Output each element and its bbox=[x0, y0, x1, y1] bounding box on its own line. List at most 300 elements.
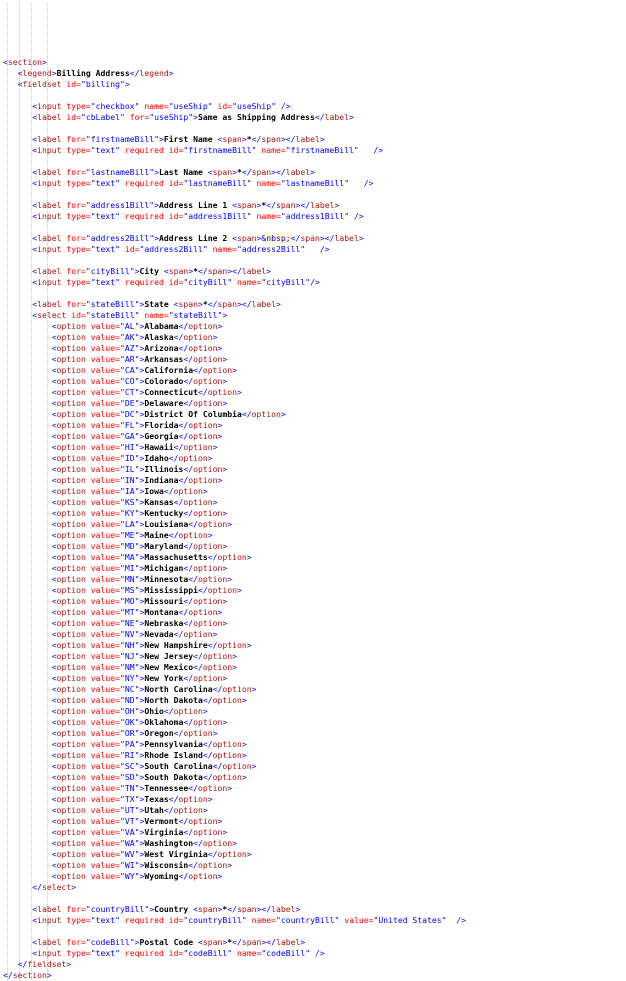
code-token: option bbox=[56, 706, 86, 716]
code-token: value= bbox=[344, 915, 374, 925]
option-line bbox=[3, 596, 623, 607]
code-token: New York bbox=[144, 673, 184, 683]
code-token: > bbox=[349, 112, 354, 122]
code-token: > bbox=[241, 739, 247, 749]
code-token: "SD" bbox=[119, 772, 140, 782]
code-token: span bbox=[300, 233, 320, 243]
code-token: < bbox=[32, 310, 38, 320]
code-token: option bbox=[56, 629, 86, 639]
code-token: > bbox=[46, 970, 52, 980]
code-token: "IA" bbox=[119, 486, 140, 496]
option-line bbox=[3, 420, 623, 431]
code-token: option bbox=[173, 805, 203, 815]
code-token: span bbox=[251, 167, 272, 177]
code-token: option bbox=[56, 838, 86, 848]
code-token: option bbox=[188, 816, 218, 826]
code-token: option bbox=[193, 717, 223, 727]
code-token: option bbox=[56, 607, 86, 617]
code-token: "useShip" bbox=[149, 112, 194, 122]
code-token: option bbox=[56, 541, 86, 551]
code-token: "NJ" bbox=[119, 651, 140, 661]
code-token: > bbox=[207, 794, 213, 804]
code-token: option bbox=[56, 871, 86, 881]
code-token: > bbox=[139, 585, 145, 595]
code-token: > bbox=[139, 398, 145, 408]
code-token: > bbox=[202, 706, 208, 716]
code-token: "lastnameBill" bbox=[85, 167, 155, 177]
code-token: > bbox=[139, 563, 145, 573]
code-token: > bbox=[251, 761, 257, 771]
code-token: option bbox=[56, 398, 86, 408]
code-token: </ bbox=[183, 563, 194, 573]
code-token: > bbox=[139, 409, 145, 419]
option-line bbox=[3, 475, 623, 486]
code-token: > bbox=[139, 662, 145, 672]
code-token: span bbox=[217, 299, 237, 309]
code-token: New Jersey bbox=[144, 651, 194, 661]
code-token: "DC" bbox=[119, 409, 140, 419]
code-token: /> bbox=[314, 948, 325, 958]
code-token: "text" bbox=[90, 145, 120, 155]
code-token: > bbox=[232, 651, 237, 661]
code-token: id= bbox=[168, 211, 184, 221]
code-token: > bbox=[168, 68, 174, 78]
code-token: </ bbox=[178, 816, 189, 826]
code-token: </ bbox=[163, 486, 174, 496]
code-line bbox=[3, 970, 623, 981]
code-token: </ bbox=[173, 629, 184, 639]
code-token: > bbox=[139, 838, 145, 848]
code-token: label bbox=[334, 233, 359, 243]
code-token: value= bbox=[90, 409, 120, 419]
code-token: span bbox=[236, 904, 257, 914]
code-token: </ bbox=[168, 530, 179, 540]
code-token: > bbox=[217, 343, 223, 353]
option-line bbox=[3, 662, 623, 673]
code-token: Rhode Island bbox=[144, 750, 203, 760]
code-token: < bbox=[51, 772, 57, 782]
code-token: option bbox=[178, 794, 208, 804]
code-line bbox=[3, 178, 623, 189]
code-token: < bbox=[51, 640, 57, 650]
code-token: value= bbox=[90, 618, 120, 628]
code-token: < bbox=[51, 530, 57, 540]
code-token: "stateBill" bbox=[85, 299, 140, 309]
code-token: input bbox=[37, 915, 62, 925]
code-token: "NY" bbox=[119, 673, 140, 683]
code-token: option bbox=[56, 783, 86, 793]
code-token: > bbox=[139, 750, 145, 760]
code-token: > bbox=[139, 728, 145, 738]
code-token: value= bbox=[90, 497, 120, 507]
code-token: > bbox=[217, 420, 223, 430]
code-token: > bbox=[222, 354, 228, 364]
code-token: > bbox=[246, 849, 252, 859]
code-token: value= bbox=[90, 321, 120, 331]
code-token: value= bbox=[90, 387, 120, 397]
code-token: option bbox=[56, 750, 86, 760]
code-token: > bbox=[139, 860, 145, 870]
code-token: </ bbox=[193, 651, 203, 661]
code-token: < bbox=[51, 618, 57, 628]
code-token: option bbox=[56, 431, 86, 441]
option-line bbox=[3, 497, 623, 508]
code-token: "SC" bbox=[119, 761, 140, 771]
code-token: "stateBill" bbox=[85, 310, 140, 320]
code-token: Address Line 2 bbox=[158, 233, 233, 243]
code-line bbox=[3, 915, 623, 926]
code-token: < bbox=[51, 717, 57, 727]
code-token: Texas bbox=[144, 794, 169, 804]
code-token: option bbox=[56, 442, 86, 452]
code-token: value= bbox=[90, 332, 120, 342]
code-line bbox=[3, 211, 623, 222]
option-line bbox=[3, 772, 623, 783]
code-token: "countryBill" bbox=[275, 915, 340, 925]
code-token: * bbox=[227, 937, 233, 947]
code-token: "firstnameBill" bbox=[285, 145, 359, 155]
code-token: label bbox=[37, 937, 62, 947]
code-token: > bbox=[256, 200, 262, 210]
code-token: Wisconsin bbox=[144, 860, 189, 870]
code-token: < bbox=[173, 299, 179, 309]
code-token: option bbox=[56, 816, 86, 826]
code-token: > bbox=[139, 651, 145, 661]
code-token: Wyoming bbox=[144, 871, 179, 881]
code-token: > bbox=[217, 431, 223, 441]
code-line bbox=[3, 90, 623, 101]
code-token: "address2Bill" bbox=[236, 244, 306, 254]
code-line bbox=[3, 123, 623, 134]
code-token: < bbox=[51, 409, 57, 419]
code-token: Arkansas bbox=[144, 354, 184, 364]
code-line bbox=[3, 299, 623, 310]
code-token: "WV" bbox=[119, 849, 140, 859]
code-token: > bbox=[232, 167, 237, 177]
code-token: for= bbox=[66, 937, 86, 947]
code-token: > bbox=[139, 508, 145, 518]
code-token: Vermont bbox=[144, 816, 179, 826]
code-token: option bbox=[188, 475, 218, 485]
code-token: </ bbox=[173, 497, 184, 507]
code-token: < bbox=[51, 673, 57, 683]
code-token: < bbox=[163, 266, 169, 276]
code-token: option bbox=[193, 354, 223, 364]
code-token: id= bbox=[168, 277, 184, 287]
code-token: option bbox=[188, 420, 218, 430]
code-token: </ bbox=[178, 420, 189, 430]
code-token: "CT" bbox=[119, 387, 140, 397]
code-token: > bbox=[139, 420, 145, 430]
code-token: Washington bbox=[144, 838, 194, 848]
code-token: > bbox=[139, 497, 145, 507]
code-token: option bbox=[212, 695, 242, 705]
code-token: Mississippi bbox=[144, 585, 198, 595]
code-token: > bbox=[236, 387, 242, 397]
code-token: < bbox=[51, 607, 57, 617]
option-line bbox=[3, 849, 623, 860]
code-token: option bbox=[193, 596, 223, 606]
code-token: option bbox=[217, 552, 247, 562]
option-line bbox=[3, 739, 623, 750]
code-token: value= bbox=[90, 420, 120, 430]
code-line bbox=[3, 893, 623, 904]
code-token: span bbox=[236, 233, 257, 243]
code-token: "United States" bbox=[373, 915, 447, 925]
code-token: for= bbox=[66, 167, 86, 177]
option-line bbox=[3, 453, 623, 464]
code-token: label bbox=[310, 200, 335, 210]
code-token: value= bbox=[90, 376, 120, 386]
code-token: > bbox=[246, 552, 252, 562]
code-token: legend bbox=[22, 68, 52, 78]
code-token: value= bbox=[90, 695, 120, 705]
code-token: Alaska bbox=[144, 332, 174, 342]
code-token: "cityBill" bbox=[261, 277, 311, 287]
code-token: "GA" bbox=[119, 431, 140, 441]
code-token: value= bbox=[90, 464, 120, 474]
code-line bbox=[3, 288, 623, 299]
code-token: </ bbox=[188, 519, 198, 529]
code-token: Utah bbox=[144, 805, 164, 815]
code-token: for= bbox=[66, 266, 86, 276]
code-token: name= bbox=[144, 310, 169, 320]
code-token: ></ bbox=[261, 937, 276, 947]
code-token: type= bbox=[66, 101, 91, 111]
code-token: > bbox=[134, 937, 140, 947]
code-token: /> bbox=[373, 145, 384, 155]
code-line bbox=[3, 310, 623, 321]
code-token: </ bbox=[163, 706, 174, 716]
code-token: "text" bbox=[90, 277, 120, 287]
code-token: > bbox=[139, 453, 145, 463]
code-token: value= bbox=[90, 607, 120, 617]
code-token: > bbox=[207, 453, 213, 463]
code-token: "WY" bbox=[119, 871, 140, 881]
code-token: value= bbox=[90, 640, 120, 650]
code-token: option bbox=[193, 376, 223, 386]
code-token: Kentucky bbox=[144, 508, 184, 518]
code-token: < bbox=[32, 112, 38, 122]
code-token: type= bbox=[66, 915, 91, 925]
option-line bbox=[3, 398, 623, 409]
code-token: /> bbox=[353, 211, 364, 221]
code-token: option bbox=[212, 739, 242, 749]
code-token: > bbox=[222, 464, 228, 474]
code-token: > bbox=[358, 233, 364, 243]
code-token: > bbox=[139, 618, 145, 628]
option-line bbox=[3, 585, 623, 596]
code-token: City bbox=[139, 266, 164, 276]
code-token: < bbox=[51, 651, 57, 661]
code-token: option bbox=[188, 871, 218, 881]
option-line bbox=[3, 387, 623, 398]
code-token: span bbox=[275, 200, 296, 210]
code-token: "MT" bbox=[119, 607, 140, 617]
code-token: > bbox=[222, 717, 228, 727]
code-token: > bbox=[241, 695, 247, 705]
code-token: id= bbox=[168, 915, 184, 925]
code-token: </ bbox=[173, 442, 184, 452]
code-token: > bbox=[227, 574, 233, 584]
code-token: value= bbox=[90, 629, 120, 639]
code-token: value= bbox=[90, 596, 120, 606]
code-token: < bbox=[232, 233, 237, 243]
code-token: "useShip" bbox=[168, 101, 213, 111]
option-line bbox=[3, 563, 623, 574]
code-token: </ bbox=[183, 717, 194, 727]
option-line bbox=[3, 827, 623, 838]
code-token: value= bbox=[90, 684, 120, 694]
code-token: </ bbox=[183, 508, 194, 518]
code-token: > bbox=[222, 563, 228, 573]
code-token: value= bbox=[90, 343, 120, 353]
code-token: </ bbox=[202, 772, 213, 782]
code-token: </ bbox=[17, 959, 28, 969]
code-line bbox=[3, 959, 623, 970]
code-token: < bbox=[51, 596, 57, 606]
code-token: > bbox=[207, 530, 213, 540]
code-token: > bbox=[71, 882, 77, 892]
code-token: < bbox=[51, 750, 57, 760]
code-token: > bbox=[66, 959, 72, 969]
code-token: "IN" bbox=[119, 475, 140, 485]
code-token: > bbox=[222, 673, 228, 683]
code-token: Iowa bbox=[144, 486, 164, 496]
code-token: </ bbox=[183, 464, 194, 474]
code-token: option bbox=[56, 695, 86, 705]
code-token: < bbox=[217, 134, 223, 144]
code-token: </ bbox=[251, 134, 262, 144]
code-token: span bbox=[236, 200, 257, 210]
code-token: "NE" bbox=[119, 618, 140, 628]
code-token: option bbox=[56, 827, 86, 837]
option-line bbox=[3, 717, 623, 728]
code-token: required bbox=[124, 211, 164, 221]
code-token: < bbox=[51, 321, 57, 331]
code-token: option bbox=[56, 464, 86, 474]
code-token: option bbox=[251, 409, 281, 419]
code-token: > bbox=[139, 805, 145, 815]
code-token: option bbox=[56, 475, 86, 485]
code-token: option bbox=[212, 772, 242, 782]
code-token: > bbox=[222, 376, 228, 386]
code-token: "address1Bill" bbox=[85, 200, 155, 210]
code-token: > bbox=[232, 365, 237, 375]
code-token: option bbox=[56, 849, 86, 859]
code-token: > bbox=[232, 838, 237, 848]
code-token: option bbox=[56, 761, 86, 771]
code-token: "lastnameBill" bbox=[183, 178, 252, 188]
option-line bbox=[3, 640, 623, 651]
code-token: value= bbox=[90, 816, 120, 826]
option-line bbox=[3, 486, 623, 497]
code-token: </ bbox=[168, 453, 179, 463]
code-token: value= bbox=[90, 794, 120, 804]
code-token: option bbox=[183, 497, 213, 507]
code-token: > bbox=[295, 904, 301, 914]
code-token: > bbox=[139, 695, 145, 705]
code-line bbox=[3, 112, 623, 123]
code-token: "codeBill" bbox=[261, 948, 311, 958]
code-token: value= bbox=[90, 651, 120, 661]
code-token: "AR" bbox=[119, 354, 140, 364]
option-line bbox=[3, 783, 623, 794]
code-token: < bbox=[51, 464, 57, 474]
code-token: > bbox=[212, 442, 218, 452]
code-token: > bbox=[241, 772, 247, 782]
code-token: for= bbox=[66, 904, 86, 914]
code-token: > bbox=[149, 904, 155, 914]
code-token: "CO" bbox=[119, 376, 140, 386]
code-token: option bbox=[188, 343, 218, 353]
code-token: > bbox=[139, 475, 145, 485]
code-token: </ bbox=[202, 739, 213, 749]
code-token: value= bbox=[90, 585, 120, 595]
code-token: label bbox=[324, 112, 350, 122]
code-token: value= bbox=[90, 783, 120, 793]
option-line bbox=[3, 442, 623, 453]
code-token: Nevada bbox=[144, 629, 174, 639]
code-token: id= bbox=[71, 310, 86, 320]
code-token: </ bbox=[183, 354, 194, 364]
code-line bbox=[3, 156, 623, 167]
code-token: </ bbox=[266, 200, 276, 210]
code-token: < bbox=[51, 387, 57, 397]
option-line bbox=[3, 607, 623, 618]
code-line bbox=[3, 882, 623, 893]
code-token: > bbox=[334, 200, 340, 210]
code-token: "firstnameBill" bbox=[183, 145, 257, 155]
code-token: option bbox=[188, 321, 218, 331]
code-line bbox=[3, 68, 623, 79]
code-token: option bbox=[56, 563, 86, 573]
code-token: > bbox=[139, 761, 145, 771]
code-token: value= bbox=[90, 860, 120, 870]
code-token: < bbox=[51, 332, 57, 342]
code-token: input bbox=[37, 244, 62, 254]
code-token: > bbox=[217, 816, 223, 826]
code-token: </ bbox=[178, 431, 189, 441]
code-token: option bbox=[197, 519, 228, 529]
code-token: </ bbox=[188, 783, 198, 793]
code-token: "ID" bbox=[119, 453, 140, 463]
code-token: label bbox=[241, 266, 267, 276]
code-token: > bbox=[139, 299, 145, 309]
code-token: option bbox=[56, 530, 86, 540]
code-token: > bbox=[212, 728, 218, 738]
code-token: > bbox=[139, 442, 145, 452]
code-token: option bbox=[193, 618, 223, 628]
source-code-view bbox=[3, 2, 623, 981]
code-token: < bbox=[51, 343, 57, 353]
code-token: option bbox=[56, 662, 86, 672]
code-token: < bbox=[51, 563, 57, 573]
code-token: option bbox=[222, 684, 252, 694]
code-token: id= bbox=[66, 112, 81, 122]
code-token: < bbox=[51, 838, 57, 848]
code-token: < bbox=[232, 200, 237, 210]
code-token: < bbox=[3, 57, 8, 67]
option-line bbox=[3, 684, 623, 695]
code-token: "FL" bbox=[119, 420, 140, 430]
code-token: > bbox=[134, 266, 140, 276]
option-line bbox=[3, 464, 623, 475]
code-token: > bbox=[139, 827, 145, 837]
code-token: > bbox=[266, 266, 272, 276]
code-token: < bbox=[32, 277, 38, 287]
code-token: > bbox=[222, 398, 228, 408]
